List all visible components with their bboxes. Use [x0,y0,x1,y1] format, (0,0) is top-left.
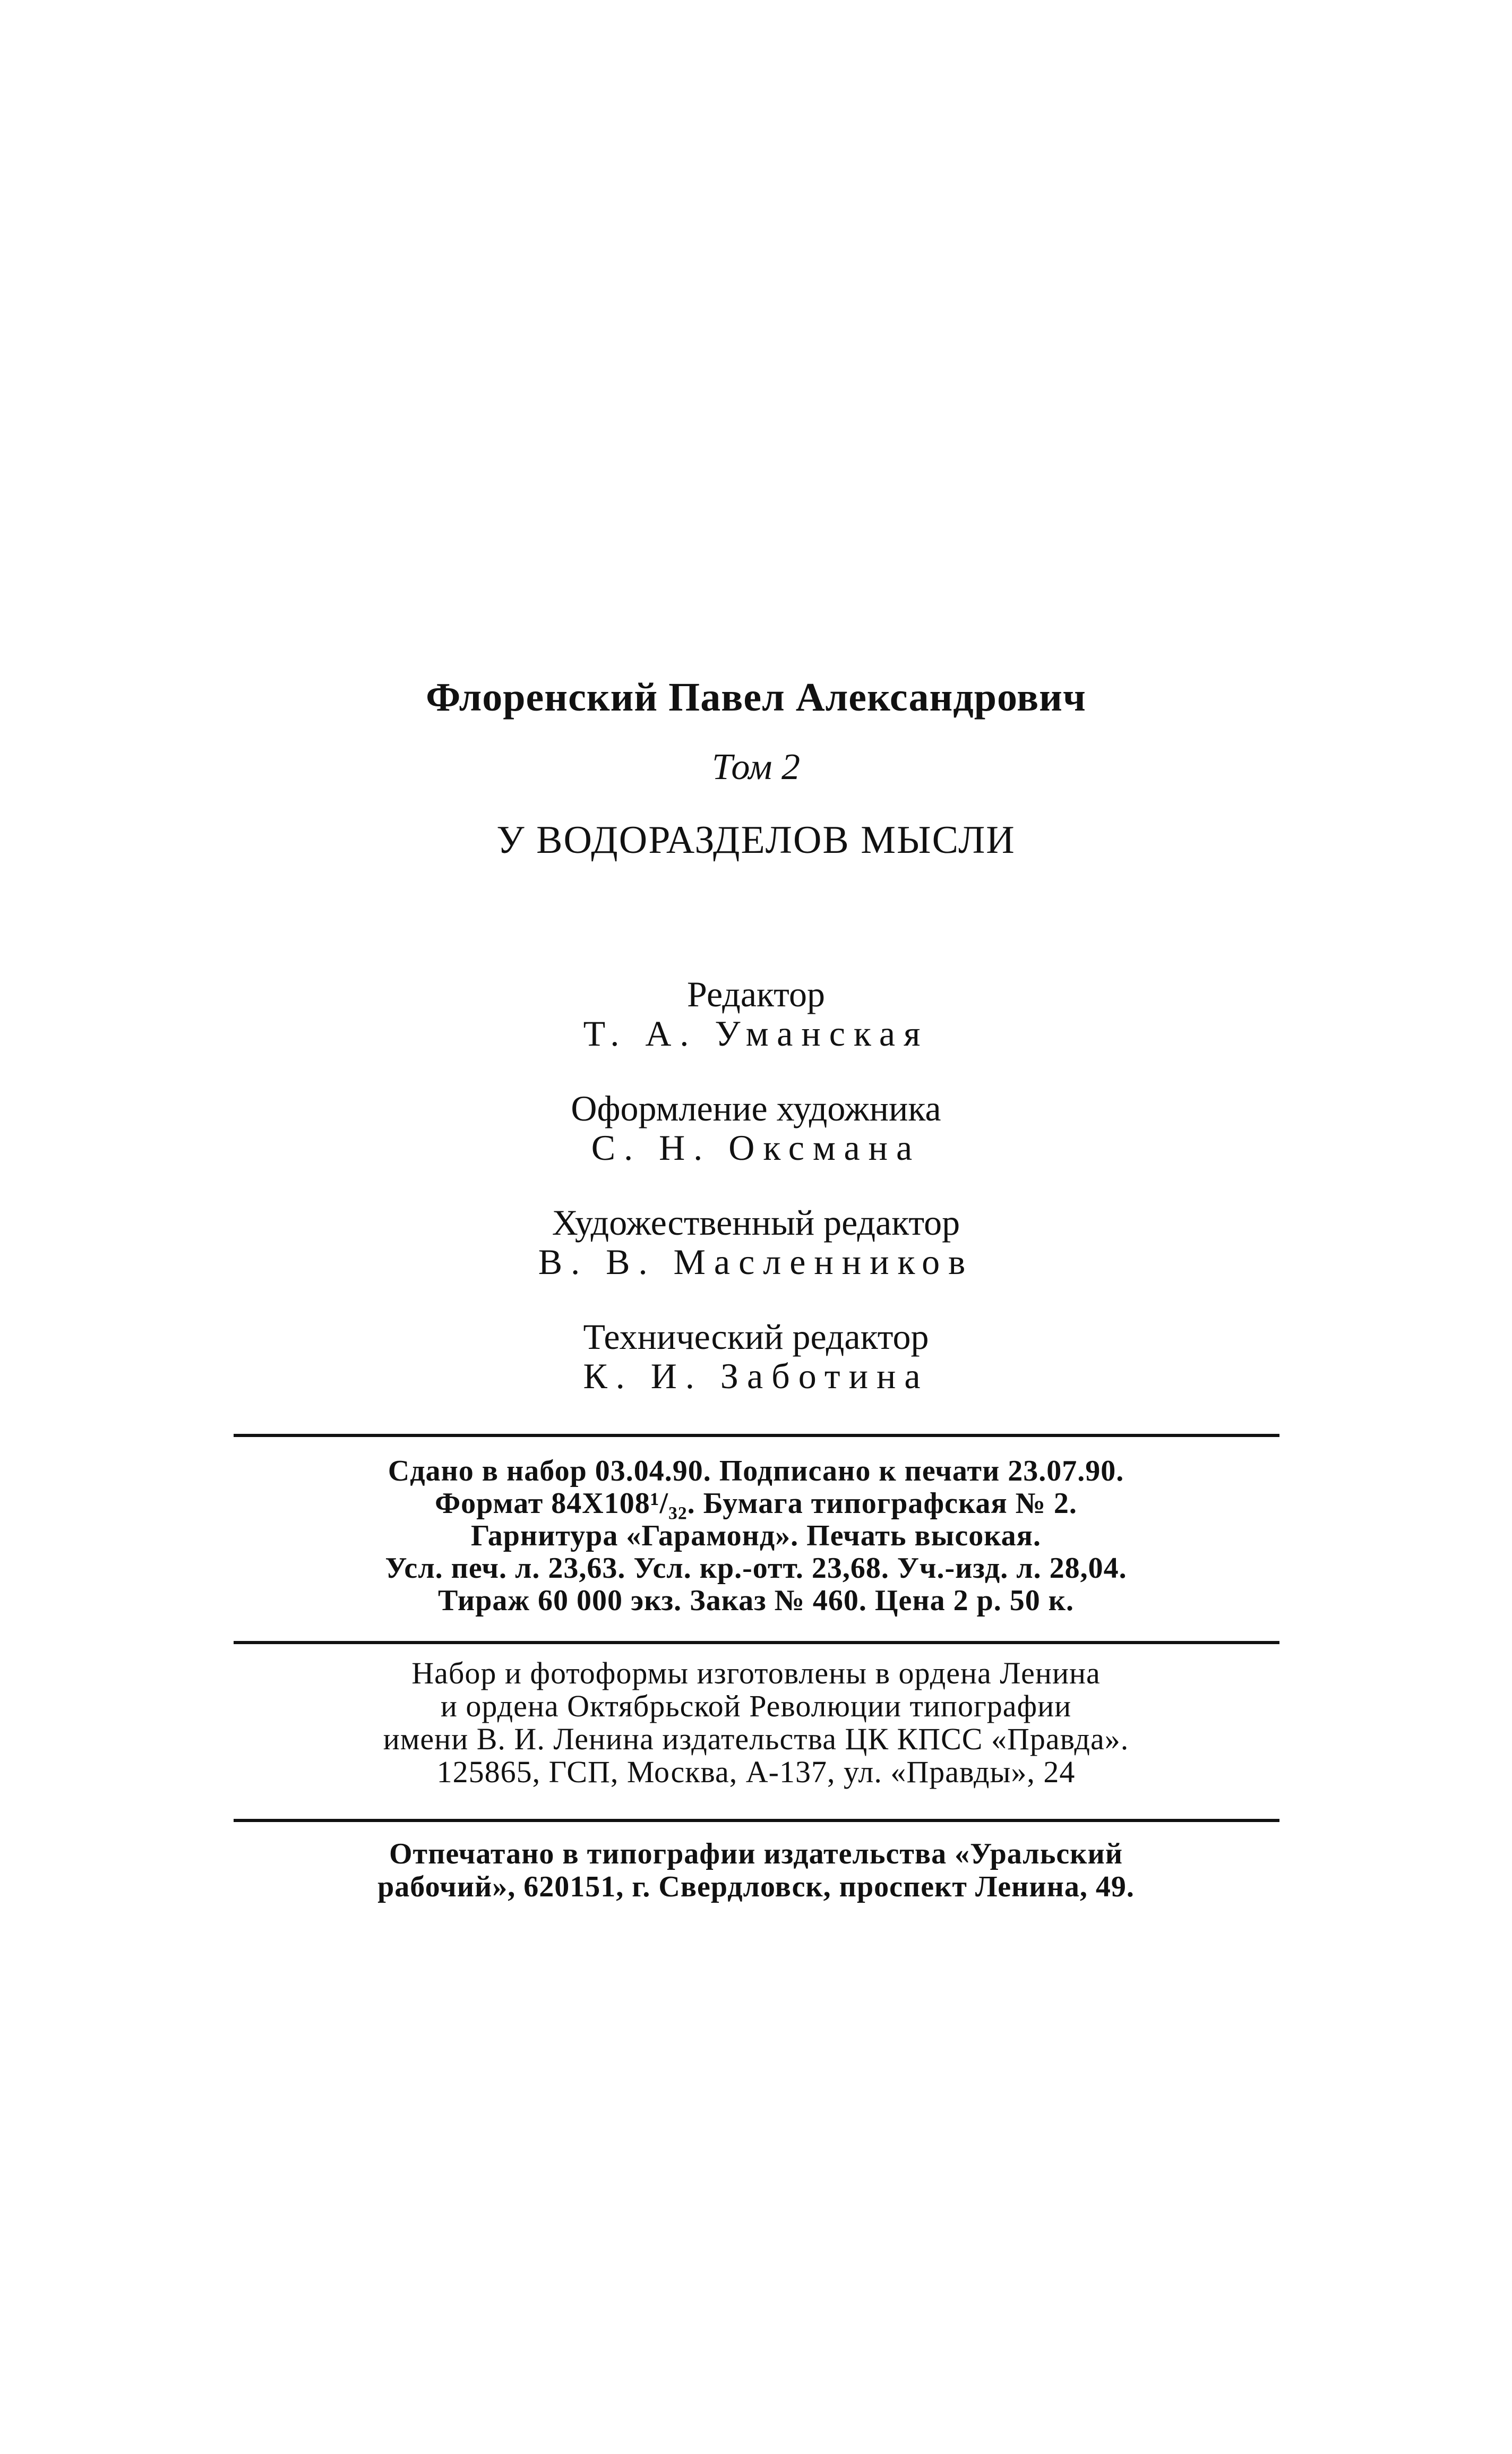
credit-name: Т. А. Уманская [583,1013,929,1054]
printed-at-line: рабочий», 620151, г. Свердловск, проспект Ленина, 49. [377,1870,1135,1903]
printer-info-line: 125865, ГСП, Москва, А-137, ул. «Правды», 24 [436,1755,1076,1789]
divider-rule [234,1819,1279,1822]
credit-name: В. В. Масленников [538,1242,974,1282]
credit-editor [0,974,1512,1053]
printed-at-line: Отпечатано в типографии издательства «Уральский [389,1837,1123,1870]
print-data-line: Сдано в набор 03.04.90. Подписано к печати 23.07.90. [388,1455,1124,1487]
book-title: У ВОДОРАЗДЕЛОВ МЫСЛИ [496,818,1016,862]
print-data-line: Тираж 60 000 экз. Заказ № 460. Цена 2 р. 50 к. [437,1584,1075,1617]
divider-rule [234,1641,1279,1644]
printer-info-block [0,1657,1512,1789]
credit-art-editor [0,1203,1512,1281]
credit-role: Оформление художника [571,1088,941,1128]
credit-name: К. И. Заботина [583,1356,929,1396]
divider-rule [234,1434,1279,1437]
print-data-line: Усл. печ. л. 23,63. Усл. кр.-отт. 23,68. Уч.-изд. л. 28,04. [385,1552,1127,1585]
print-data-line: Формат 84X108¹/₃₂. Бумага типографская № 2. [435,1487,1077,1520]
print-data-line: Гарнитура «Гарамонд». Печать высокая. [471,1519,1041,1552]
credit-name: С. Н. Оксмана [591,1127,921,1168]
printer-info-line: Набор и фотоформы изготовлены в ордена Ленина [411,1656,1101,1690]
credit-designer [0,1089,1512,1167]
credit-role: Редактор [687,974,825,1014]
credit-tech-editor [0,1317,1512,1396]
printed-at-block [0,1837,1512,1903]
credit-role: Технический редактор [583,1316,929,1357]
print-data-block [0,1455,1512,1617]
volume-number: Том 2 [712,747,800,788]
printer-info-line: и ордена Октябрьской Революции типографии [440,1689,1072,1723]
author-name: Флоренский Павел Александрович [426,675,1086,720]
credit-role: Художественный редактор [552,1202,960,1243]
printer-info-line: имени В. И. Ленина издательства ЦК КПСС «Правда». [383,1722,1129,1756]
